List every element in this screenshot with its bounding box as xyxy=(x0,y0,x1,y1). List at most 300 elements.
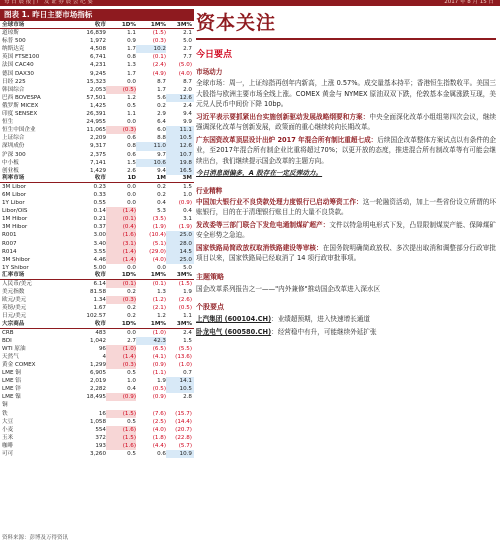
table-cell: 0.4 xyxy=(183,208,192,215)
table-cell: 0.6 xyxy=(127,151,136,158)
market-indicators-table xyxy=(0,9,194,458)
table-cell: 4,508 xyxy=(89,46,106,53)
table-cell: 1.9 xyxy=(183,289,192,296)
table-row xyxy=(0,61,194,69)
table-cell: 2,019 xyxy=(89,378,106,385)
header-cell: 收市 xyxy=(94,272,106,279)
table-cell: 1,042 xyxy=(89,337,106,344)
capital-focus-column xyxy=(196,9,496,337)
table-row xyxy=(0,53,194,61)
table-row xyxy=(0,191,194,199)
table-cell: (29.0) xyxy=(149,248,166,255)
table-cell: 2.0 xyxy=(183,86,192,93)
table-cell: 0.0 xyxy=(127,191,136,198)
table-cell: (4.9) xyxy=(152,70,166,77)
table-cell: 0.2 xyxy=(157,191,166,198)
row-label: 铜 xyxy=(2,402,8,409)
table-cell: (5.1) xyxy=(152,240,166,247)
table-cell: (0.3) xyxy=(106,126,136,134)
table-cell: (0.1) xyxy=(152,54,166,61)
table-cell: (0.1) xyxy=(106,280,136,288)
table-cell: 1,058 xyxy=(89,418,106,425)
table-cell: 5.6 xyxy=(157,94,166,101)
table-row xyxy=(0,361,194,369)
header-cell: 1M% xyxy=(150,320,166,327)
table-cell: (14.4) xyxy=(175,418,192,425)
table-cell: 12.6 xyxy=(166,142,194,150)
header-cell: 大宗商品 xyxy=(2,320,25,327)
header-cell: 1D% xyxy=(121,320,136,327)
table-section-header xyxy=(0,272,194,280)
table-cell: (15.7) xyxy=(175,410,192,417)
table-cell: 1.2 xyxy=(127,94,136,101)
table-cell: (0.1) xyxy=(152,281,166,287)
row-label: 3M Libor xyxy=(2,183,27,190)
table-cell: 0.2 xyxy=(127,305,136,312)
table-cell: 8.7 xyxy=(157,78,166,85)
table-cell: 0.4 xyxy=(157,200,166,207)
table-row xyxy=(0,329,194,337)
industry-item-1 xyxy=(196,197,496,218)
table-cell: (0.9) xyxy=(152,361,166,368)
table-cell: (20.7) xyxy=(175,426,192,433)
table-cell: 1.9 xyxy=(157,378,166,385)
table-cell: 1.7 xyxy=(127,46,136,53)
table-cell: 42.3 xyxy=(136,337,166,345)
policy-item-2-text: 后续国企改革整体方案试点以有条件的企业，至2017年混合所有制企业比重将超过70%；以更开放的态度，推进混合所有制改革等有可能会继续出台，我们继续提示国企改革的主题方向。 xyxy=(196,135,496,165)
header-cell: 汇率市场 xyxy=(2,272,25,279)
table-row xyxy=(0,280,194,288)
table-cell: (2.1) xyxy=(152,305,166,312)
table-cell: 8.7 xyxy=(183,78,192,85)
table-cell: (1.4) xyxy=(106,248,136,256)
table-cell: 6,905 xyxy=(89,370,106,377)
industry-item-3-text: 在国务院明确简政放权、多次提出取消和调整部分行政审批项目以来，国家铁路局已经取消了 14 项行政审批事项。 xyxy=(196,243,497,262)
table-row xyxy=(0,118,194,126)
table-cell: 1.1 xyxy=(183,313,192,320)
theme-strategy-heading: 主题策略 xyxy=(196,272,224,281)
industry-item-2-text: 文件以特急明电形式下发，凸显限制煤炭产能、保障煤矿安全形势之急迫。 xyxy=(196,220,497,239)
table-row xyxy=(0,70,194,78)
table-cell: 0.2 xyxy=(127,289,136,296)
row-label: 纳斯达克 xyxy=(2,46,25,53)
policy-item-1-lead: 习近平表示要抓紧出台实施创新驱动发展战略纲要和方案： xyxy=(196,112,370,121)
table-cell: 1.5 xyxy=(127,159,136,166)
table-cell: (1.5) xyxy=(106,410,136,418)
table-cell: 11,065 xyxy=(86,127,106,134)
row-label: 玉米 xyxy=(2,434,14,441)
row-label: 印度 SENSEX xyxy=(2,111,38,118)
table-row xyxy=(0,426,194,434)
table-cell: 2,209 xyxy=(89,135,106,142)
table-row xyxy=(0,345,194,353)
table-cell: 11.0 xyxy=(136,142,166,150)
global-market-paragraph: 全球市场：周一，上证综指再创年内新高，上涨 0.57%。成交量基本持平；香港恒生指数收平。美国三大股指与欧洲主要市场全线上涨。COMEX 黄金与 NYMEX 原油双双下跌，伦敦基本金属涨跌互现，美元兑人民币中间价下降 10bp。 xyxy=(196,79,496,108)
table-cell: 1.7 xyxy=(157,86,166,93)
table-cell: 6.4 xyxy=(157,119,166,126)
row-label: 上证综合 xyxy=(2,135,25,142)
table-cell: 9,317 xyxy=(89,143,106,150)
table-cell: 0.23 xyxy=(93,183,106,190)
table-cell: (1.9) xyxy=(152,224,166,231)
policy-item-1 xyxy=(196,112,496,133)
table-cell: (6.5) xyxy=(152,345,166,352)
table-cell: 14.1 xyxy=(166,377,194,385)
table-cell: 16.5 xyxy=(166,167,194,175)
table-cell: (1.5) xyxy=(152,30,166,37)
table-cell: (0.9) xyxy=(106,393,136,401)
table-cell: 372 xyxy=(95,434,106,441)
row-label: Libor/OIS xyxy=(2,208,28,215)
table-row xyxy=(0,215,194,223)
table-cell: (4.1) xyxy=(152,353,166,360)
table-row xyxy=(0,369,194,377)
header-cell: 3M xyxy=(182,175,192,182)
table-cell: (1.0) xyxy=(178,361,192,368)
table-cell: 3.1 xyxy=(183,216,192,223)
table-cell: 1.34 xyxy=(93,297,106,304)
table-cell: 0.0 xyxy=(127,264,136,271)
header-cell: 1D% xyxy=(121,272,136,279)
policy-item-1-text: 中央全面深化改革小组组第四次会议，继续强调深化改革与创新发展，政策面的重心继续转向长期改革。 xyxy=(196,112,497,131)
table-cell: 3.55 xyxy=(93,248,106,255)
table-cell: 9.4 xyxy=(183,111,192,118)
table-cell: (1.1) xyxy=(152,370,166,377)
table-row xyxy=(0,223,194,231)
table-cell: 1.1 xyxy=(127,30,136,37)
table-cell: 0.33 xyxy=(93,191,106,198)
table-cell: 25.0 xyxy=(166,256,194,264)
table-cell: (0.5) xyxy=(152,386,166,393)
row-label: 恒生 xyxy=(2,119,14,126)
table-cell: (1.6) xyxy=(106,426,136,434)
table-cell: 0.0 xyxy=(127,329,136,336)
table-row xyxy=(0,248,194,256)
header-cell: 1M xyxy=(156,175,166,182)
table-cell: (3.1) xyxy=(106,240,136,248)
table-cell: 0.0 xyxy=(127,183,136,190)
table-cell: 0.8 xyxy=(127,143,136,150)
table-cell: (1.4) xyxy=(106,207,136,215)
table-cell: 2.9 xyxy=(157,111,166,118)
table-cell: 5.0 xyxy=(183,38,192,45)
table-cell: 4.46 xyxy=(93,256,106,263)
table-cell: 10.5 xyxy=(166,385,194,393)
table-row xyxy=(0,353,194,361)
row-label: 恒生中国企业 xyxy=(2,127,36,134)
table-cell: (0.3) xyxy=(106,296,136,304)
table-cell: (0.9) xyxy=(152,394,166,401)
table-cell: 10.5 xyxy=(166,134,194,142)
table-title: 图表 1. 昨日主要市场指标 xyxy=(0,9,194,21)
row-label: R014 xyxy=(2,248,17,255)
table-cell: 1,972 xyxy=(89,38,106,45)
table-cell: 0.2 xyxy=(157,102,166,109)
table-cell: 2.6 xyxy=(127,167,136,174)
table-cell: (1.0) xyxy=(152,329,166,336)
table-cell: 2.4 xyxy=(183,102,192,109)
table-cell: 1.3 xyxy=(157,289,166,296)
table-cell: (1.5) xyxy=(178,281,192,287)
header-cell: 1M% xyxy=(150,21,166,28)
table-cell: 483 xyxy=(95,329,106,336)
table-cell: (0.3) xyxy=(152,38,166,45)
table-row xyxy=(0,410,194,418)
row-label: 1Y Libor xyxy=(2,200,25,207)
table-cell: 0.5 xyxy=(127,370,136,377)
row-label: 天然气 xyxy=(2,353,19,360)
table-cell: 6.14 xyxy=(93,281,106,287)
table-row xyxy=(0,434,194,442)
header-cell: 3M% xyxy=(176,272,192,279)
table-cell: (0.3) xyxy=(106,361,136,369)
table-cell: 1.7 xyxy=(127,70,136,77)
table-row xyxy=(0,304,194,312)
stock-2-name[interactable]: 卧龙电气 (600580.CH) xyxy=(196,327,272,336)
row-label: 英国 FTSE100 xyxy=(2,54,40,61)
table-row xyxy=(0,151,194,159)
stock-2-text: 经营稳中有升，可能继续外延扩张 xyxy=(277,327,377,336)
table-row xyxy=(0,110,194,118)
table-section-header xyxy=(0,21,194,29)
stock-item-2: 卧龙电气 (600580.CH)：经营稳中有升，可能继续外延扩张 xyxy=(196,327,377,336)
table-row xyxy=(0,337,194,345)
theme-strategy-text: 国企改革系列报告之一——"内外兼修"推动国企改革进入深水区 xyxy=(196,284,381,293)
table-cell: (22.8) xyxy=(175,434,192,441)
table-row xyxy=(0,183,194,191)
table-cell: (2.5) xyxy=(152,418,166,425)
table-cell: 9.7 xyxy=(157,151,166,158)
table-cell: 1,425 xyxy=(89,102,106,109)
table-cell: (3.5) xyxy=(152,216,166,223)
table-cell: 3,260 xyxy=(89,450,106,457)
stock-item-1: 上汽集团 (600104.CH)：业绩超预期，进入快速增长通道 xyxy=(196,315,370,323)
row-label: 1M Hibor xyxy=(2,216,28,223)
table-cell: 0.0 xyxy=(127,78,136,85)
table-cell: 4 xyxy=(102,353,106,360)
table-cell: 8.8 xyxy=(157,135,166,142)
table-cell: 81.58 xyxy=(89,289,106,296)
table-cell: 25.0 xyxy=(166,231,194,239)
table-cell: 0.7 xyxy=(183,370,192,377)
row-label: LME 铜 xyxy=(2,370,21,377)
table-cell: (5.0) xyxy=(178,62,192,69)
table-cell: 9.9 xyxy=(183,119,192,126)
row-label: 日经 225 xyxy=(2,78,26,85)
industry-item-3-lead: 国家铁路局简政放权取消铁路建设等审核： xyxy=(196,243,323,252)
table-cell: 193 xyxy=(95,442,106,449)
page-title: 资本关注 xyxy=(196,12,277,34)
table-cell: 3.00 xyxy=(93,232,106,239)
table-cell: 2.7 xyxy=(127,337,136,344)
table-row xyxy=(0,126,194,134)
table-row xyxy=(0,377,194,385)
today-heading: 今日要点 xyxy=(196,50,233,60)
table-cell: 96 xyxy=(98,345,106,352)
row-label: 铁 xyxy=(2,410,8,417)
table-cell: (10.4) xyxy=(149,232,166,239)
table-row xyxy=(0,37,194,45)
table-cell: 0.14 xyxy=(93,208,106,215)
table-cell: 0.4 xyxy=(127,386,136,393)
table-cell: (5.5) xyxy=(178,345,192,352)
table-cell: (4.0) xyxy=(152,256,166,263)
row-label: 日元/美元 xyxy=(2,313,27,320)
row-label: 小麦 xyxy=(2,426,14,433)
table-cell: 6.0 xyxy=(157,127,166,134)
table-cell: 0.9 xyxy=(127,38,136,45)
row-label: 道琼斯 xyxy=(2,30,19,37)
table-cell: 18,495 xyxy=(86,394,106,401)
table-cell: 24,955 xyxy=(86,119,106,126)
row-label: 欧元/美元 xyxy=(2,297,27,304)
row-label: 可可 xyxy=(2,450,14,457)
table-cell: 0.6 xyxy=(157,450,166,457)
industry-item-1-lead: 中国加大银行业不良贷款处理力度银行已启动筹资工作： xyxy=(196,197,363,206)
row-label: LME 铝 xyxy=(2,378,21,385)
table-cell: 10.9 xyxy=(166,450,194,458)
report-header-left: 每 日 晨 报 | 广 发 证 券 晨 会 纪 要 xyxy=(4,0,93,5)
table-cell: 4,231 xyxy=(89,62,106,69)
table-cell: 11.1 xyxy=(166,126,194,134)
row-label: R007 xyxy=(2,240,17,247)
table-cell: 1.1 xyxy=(127,111,136,118)
table-cell: (1.0) xyxy=(106,345,136,353)
header-cell: 1D xyxy=(127,175,136,182)
table-cell: 7.7 xyxy=(183,54,192,61)
table-row xyxy=(0,385,194,393)
header-cell: 收市 xyxy=(94,175,106,182)
table-cell: 554 xyxy=(95,426,106,433)
row-label: 英镑/美元 xyxy=(2,305,27,312)
table-cell: 28.0 xyxy=(166,240,194,248)
row-label: 韩国综合 xyxy=(2,86,25,93)
table-row xyxy=(0,418,194,426)
table-cell: 0.37 xyxy=(93,224,106,231)
table-row xyxy=(0,393,194,401)
table-cell: 0.0 xyxy=(157,264,166,271)
table-cell: 2.8 xyxy=(183,394,192,401)
table-cell: 102.57 xyxy=(86,313,106,320)
table-cell: (4.4) xyxy=(152,442,166,449)
row-label: 德国 DAX30 xyxy=(2,70,34,77)
row-label: 中小板 xyxy=(2,159,19,166)
title-divider xyxy=(196,38,496,40)
industry-heading: 行业精粹 xyxy=(196,186,223,195)
policy-item-2-lead: 广东国资改革顶层设计出炉 2017 年混合所有制比重超七成： xyxy=(196,135,378,144)
table-cell: 0.21 xyxy=(93,216,106,223)
table-cell: 1.5 xyxy=(183,337,192,344)
table-cell: 0.55 xyxy=(93,200,106,207)
header-cell: 1D% xyxy=(121,21,136,28)
table-row xyxy=(0,142,194,150)
table-cell: (2.6) xyxy=(178,297,192,304)
stock-1-name[interactable]: 上汽集团 (600104.CH) xyxy=(196,315,272,323)
top-bar xyxy=(0,0,500,6)
row-label: WTI 原油 xyxy=(2,345,26,352)
row-label: 3M Shibor xyxy=(2,256,31,263)
table-cell: 1.5 xyxy=(183,183,192,190)
table-cell: (4.0) xyxy=(152,426,166,433)
row-label: 大豆 xyxy=(2,418,14,425)
table-cell: (0.5) xyxy=(106,86,136,94)
row-label: 咖啡 xyxy=(2,442,14,449)
row-label: 6M Libor xyxy=(2,191,27,198)
table-row xyxy=(0,102,194,110)
table-cell: 6,741 xyxy=(89,54,106,61)
table-cell: (0.4) xyxy=(106,223,136,231)
table-row xyxy=(0,29,194,37)
market-outlook-highlight: 今日消息面偏多，A 股存在一定反弹动力。 xyxy=(196,169,323,177)
stock-1-text: 业绩超预期，进入快速增长通道 xyxy=(277,315,370,323)
table-cell: 9,245 xyxy=(89,70,106,77)
table-cell: 0.2 xyxy=(127,313,136,320)
table-cell: 0.0 xyxy=(127,200,136,207)
header-cell: 3M% xyxy=(176,320,192,327)
table-cell: 2,375 xyxy=(89,151,106,158)
table-row xyxy=(0,296,194,304)
row-label: 1Y Shibor xyxy=(2,264,29,271)
row-label: 深圳成份 xyxy=(2,143,25,150)
table-cell: (5.7) xyxy=(178,442,192,449)
table-cell: 16 xyxy=(98,410,106,417)
table-row xyxy=(0,199,194,207)
table-row xyxy=(0,86,194,94)
table-body xyxy=(0,21,194,458)
row-label: 法国 CAC40 xyxy=(2,62,34,69)
row-label: 标普 500 xyxy=(2,38,26,45)
table-cell: (1.4) xyxy=(106,256,136,264)
table-cell: (4.0) xyxy=(178,70,192,77)
row-label: BDI xyxy=(2,337,12,344)
table-cell: 5.3 xyxy=(157,208,166,215)
table-cell: 9.4 xyxy=(157,167,166,174)
table-cell: (7.6) xyxy=(152,410,166,417)
table-row xyxy=(0,450,194,458)
table-row xyxy=(0,94,194,102)
table-cell: 1.0 xyxy=(183,191,192,198)
table-row xyxy=(0,240,194,248)
table-cell: 16,839 xyxy=(86,30,106,37)
table-section-header xyxy=(0,320,194,328)
table-cell: 0.0 xyxy=(127,119,136,126)
table-cell: 7,141 xyxy=(89,159,106,166)
table-cell: 5.0 xyxy=(183,264,192,271)
table-cell: 57,501 xyxy=(86,94,106,101)
table-cell: 2.1 xyxy=(183,30,192,37)
market-dynamics-heading: 市场动力 xyxy=(196,68,223,76)
table-cell: 10.2 xyxy=(136,45,166,53)
table-cell: (1.2) xyxy=(152,297,166,304)
table-cell: 15,323 xyxy=(86,78,106,85)
table-cell: 0.6 xyxy=(127,135,136,142)
table-row xyxy=(0,159,194,167)
table-cell: 1.67 xyxy=(93,305,106,312)
policy-item-2 xyxy=(196,135,496,167)
row-label: 黄金 COMEX xyxy=(2,361,36,368)
report-header-date: 2017 年 8 月 15 日 xyxy=(444,0,494,5)
header-cell: 全球市场 xyxy=(2,21,25,28)
table-cell: 2,282 xyxy=(89,386,106,393)
table-cell: (1.6) xyxy=(106,442,136,450)
row-label: 人民币/美元 xyxy=(2,281,32,287)
table-row xyxy=(0,231,194,239)
row-label: R001 xyxy=(2,232,17,239)
table-cell: 26,391 xyxy=(86,111,106,118)
row-label: LME 镍 xyxy=(2,394,21,401)
table-cell: 0.5 xyxy=(127,450,136,457)
table-row xyxy=(0,45,194,53)
